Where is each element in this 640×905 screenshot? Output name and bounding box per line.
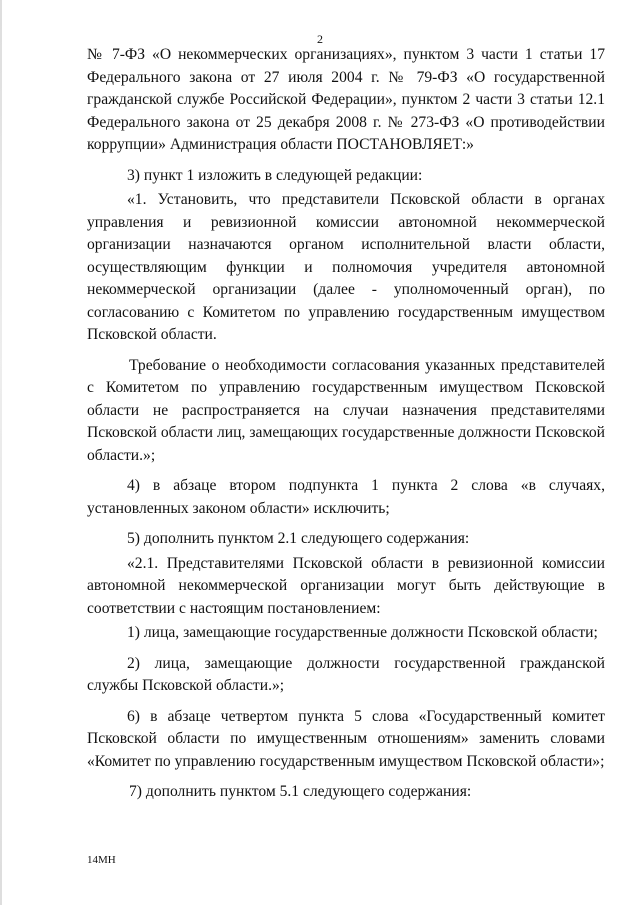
paragraph-item-3: 3) пункт 1 изложить в следующей редакции: <box>127 166 423 184</box>
paragraph-quoted-item-2-1: «2.1. Представителями Псковской области в ревизионной комиссии автономной некоммерческой организации могут быть действующие в соответствии с настоящим постановлением: <box>87 554 605 617</box>
paragraph-item-6: 6) в абзаце четвертом пункта 5 слова «Государственный комитет Псковской области по имущественным отношениям» заменить словами «Комитет по управлению государственным имуществом Псковской области»; <box>87 707 605 770</box>
paragraph-item-4: 4) в абзаце втором подпункта 1 пункта 2 слова «в случаях, установленных законом области» исключить; <box>87 477 605 517</box>
footer-document-code: 14МН <box>87 854 116 866</box>
paragraph-subitem-2: 2) лица, замещающие должности государственной гражданской службы Псковской области.»; <box>87 654 605 694</box>
paragraph-preamble-continuation: № 7-ФЗ «О некоммерческих организациях», пунктом 3 части 1 статьи 17 Федерального закона от 27 июля 2004 г. № 79-ФЗ «О государственной гражданской службе Российской Федерации», пунктом 2 части 3 статьи 12.1 Федерального закона от 25 декабря 2008 г. № 273-ФЗ «О противодействии коррупции» Администрация области ПОСТАНОВЛЯЕТ:» <box>87 46 605 153</box>
paragraph-item-5: 5) дополнить пунктом 2.1 следующего содержания: <box>127 530 470 547</box>
scan-edge-shadow <box>0 0 2 905</box>
page-number: 2 <box>317 32 323 46</box>
paragraph-quoted-item-1: «1. Установить, что представители Псковской области в органах управления и ревизионной комиссии автономной некоммерческой организации назначаются органом исполнительной власти области, осуществляющим функции и полномочия учредителя автономной некоммерческой организации (далее - уполномоченный орган), по согласованию с Комитетом по управлению государственным имуществом Псковской области. <box>87 191 605 343</box>
document-body <box>87 44 605 804</box>
paragraph-item-7: 7) дополнить пунктом 5.1 следующего содержания: <box>129 783 472 800</box>
paragraph-subitem-1: 1) лица, замещающие государственные должности Псковской области; <box>127 624 598 641</box>
paragraph-requirement: Требование о необходимости согласования указанных представителей с Комитетом по управлению государственным имуществом Псковской области не распространяется на случаи назначения представителями Псковской области лиц, замещающих государственные должности Псковской области.»; <box>87 356 605 464</box>
